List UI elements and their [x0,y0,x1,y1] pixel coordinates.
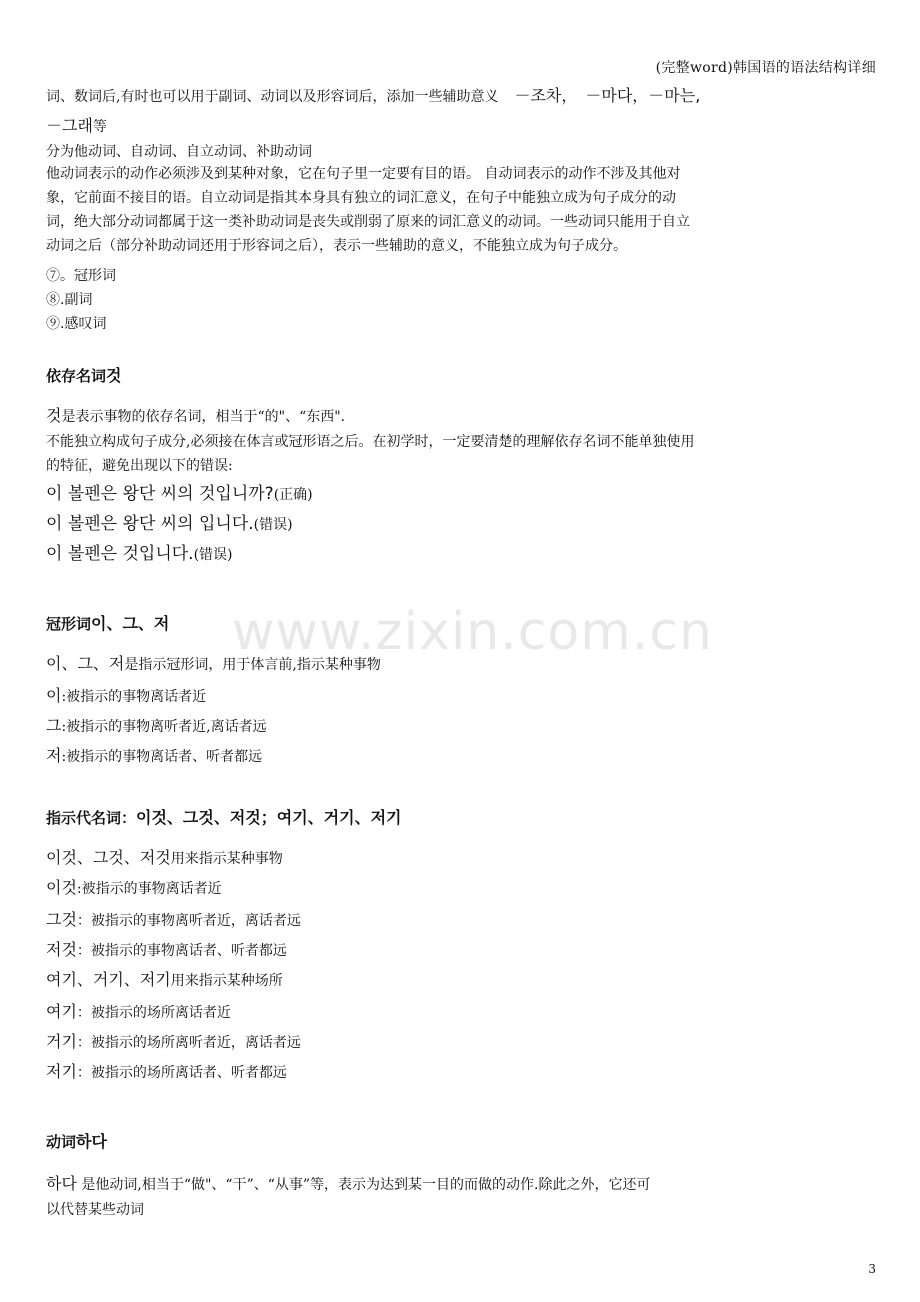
definition-line [46,716,267,737]
term-definition: :被指示的事物离话者、听者都远 [61,749,263,765]
list-item: ⑧.副词 [46,292,93,308]
intro-line-3: 分为他动词、自动词、自立动词、补助动词 [46,144,312,160]
example-note: (错误) [253,517,293,533]
term-korean: 그것 [46,910,77,929]
heading-korean: 이、그、저 [91,614,170,633]
intro-line-2-text: 等 [92,119,107,135]
definition-line [46,1032,301,1053]
definition-line [46,848,283,869]
sec4-paragraph-line-1 [46,1174,651,1195]
term-definition: 用来指示某种场所 [170,973,283,989]
definition-line [46,1002,231,1023]
example-korean: 이 볼펜은 왕단 씨의 것입니까? [46,484,274,504]
definition-line [46,940,287,961]
term-korean: 이 [46,686,62,705]
list-item: ⑦。冠形词 [46,268,116,284]
term-definition: ：被指示的场所离听者近，离话者远 [76,1035,301,1051]
paragraph-line: 动词之后（部分补助动词还用于形容词之后），表示一些辅助的意义，不能独立成为句子成分。 [46,238,627,254]
intro-line-2 [46,116,107,137]
paragraph-line: 词，绝大部分动词都属于这一类补助动词是丧失或削弱了原来的词汇意义的动词。一些动词只能用于自立 [46,214,690,230]
term-definition: 是指示冠形词，用于体言前,指示某种事物 [124,657,381,673]
page-number: 3 [868,1262,876,1276]
term-korean: 저기 [46,1062,77,1081]
term-korean: 거기 [46,1032,77,1051]
sec1-paragraph-1 [46,406,345,427]
example-note: (错误) [193,547,233,563]
sec4-paragraph-line-2: 以代替某些动词 [46,1202,144,1218]
heading-text: 依存名词 [46,367,107,385]
definition-line [46,654,381,675]
section-heading-determiner [46,614,169,634]
term-definition: ：被指示的场所离话者近 [76,1005,231,1021]
example-korean: 이 볼펜은 것입니다. [46,544,194,564]
heading-text: 动词 [46,1133,77,1151]
heading-text: 指示代名词： [46,809,137,827]
definition-line [46,686,206,707]
paragraph-line: 象，它前面不接目的语。自立动词是指其本身具有独立的词汇意义，在句子中能独立成为句子成分的动 [46,190,676,206]
term-definition: 用来指示某种事物 [170,851,283,867]
paragraph-line: 的特征，避免出现以下的错误: [46,458,233,474]
intro-line-1 [46,86,700,107]
intro-line-2-korean: －그래 [46,116,93,135]
heading-korean: 것 [106,366,122,385]
term-definition: 是他动词,相当于“做"、“干”、“从事”等，表示为达到某一目的而做的动作.除此之外，它还可 [76,1177,651,1193]
paragraph-line: 他动词表示的动作必须涉及到某种对象，它在句子里一定要有目的语。 自动词表示的动作不涉及其他对 [46,166,681,182]
term-definition: :被指示的事物离听者近,离话者远 [61,719,267,735]
sec1-p1-text: 是表示事物的依存名词，相当于“的"、“东西". [61,409,346,425]
term-korean: 이것、그것、저것 [46,848,171,867]
term-korean: 여기 [46,1002,77,1021]
term-definition: ：被指示的事物离话者、听者都远 [76,943,287,959]
heading-text: 冠形词 [46,615,92,633]
section-heading-verb-hada [46,1132,107,1152]
sec1-p1-korean: 것 [46,406,62,425]
term-definition: ：被指示的事物离听者近，离话者远 [76,913,301,929]
term-korean: 그 [46,716,62,735]
term-definition: :被指示的事物离话者近 [76,881,222,897]
intro-line-1-korean: －조차， －마다，－마는, [498,86,701,105]
definition-line [46,878,222,899]
term-korean: 이것 [46,878,77,897]
watermark: www.zixin.com.cn [232,602,713,662]
term-korean: 저것 [46,940,77,959]
definition-line [46,1062,287,1083]
heading-korean: 이것、그것、저것；여기、거기、저기 [136,808,402,827]
example-korean: 이 볼펜은 왕단 씨의 입니다. [46,514,254,534]
list-item: ⑨.感叹词 [46,316,107,332]
running-header: (完整word)韩国语的语法结构详细 [655,60,876,76]
term-korean: 이、그、저 [46,654,125,673]
definition-line [46,970,283,991]
intro-line-1-text: 词、数词后,有时也可以用于副词、动词以及形容词后，添加一些辅助意义 [46,89,499,105]
example-note: (正确) [273,487,313,503]
term-korean: 저 [46,746,62,765]
example-sentence [46,514,293,535]
paragraph-line: 不能独立构成句子成分,必须接在体言或冠形语之后。在初学时，一定要清楚的理解依存名词不能单独使用 [46,434,695,450]
heading-korean: 하다 [76,1132,107,1151]
example-sentence [46,484,313,505]
definition-line [46,910,301,931]
term-korean: 여기、거기、저기 [46,970,171,989]
section-heading-dependent-noun [46,366,121,386]
definition-line [46,746,262,767]
example-sentence [46,544,233,565]
term-korean: 하다 [46,1174,77,1193]
term-definition: ：被指示的场所离话者、听者都远 [76,1065,287,1081]
term-definition: :被指示的事物离话者近 [61,689,207,705]
section-heading-demonstrative-pronoun [46,808,402,828]
